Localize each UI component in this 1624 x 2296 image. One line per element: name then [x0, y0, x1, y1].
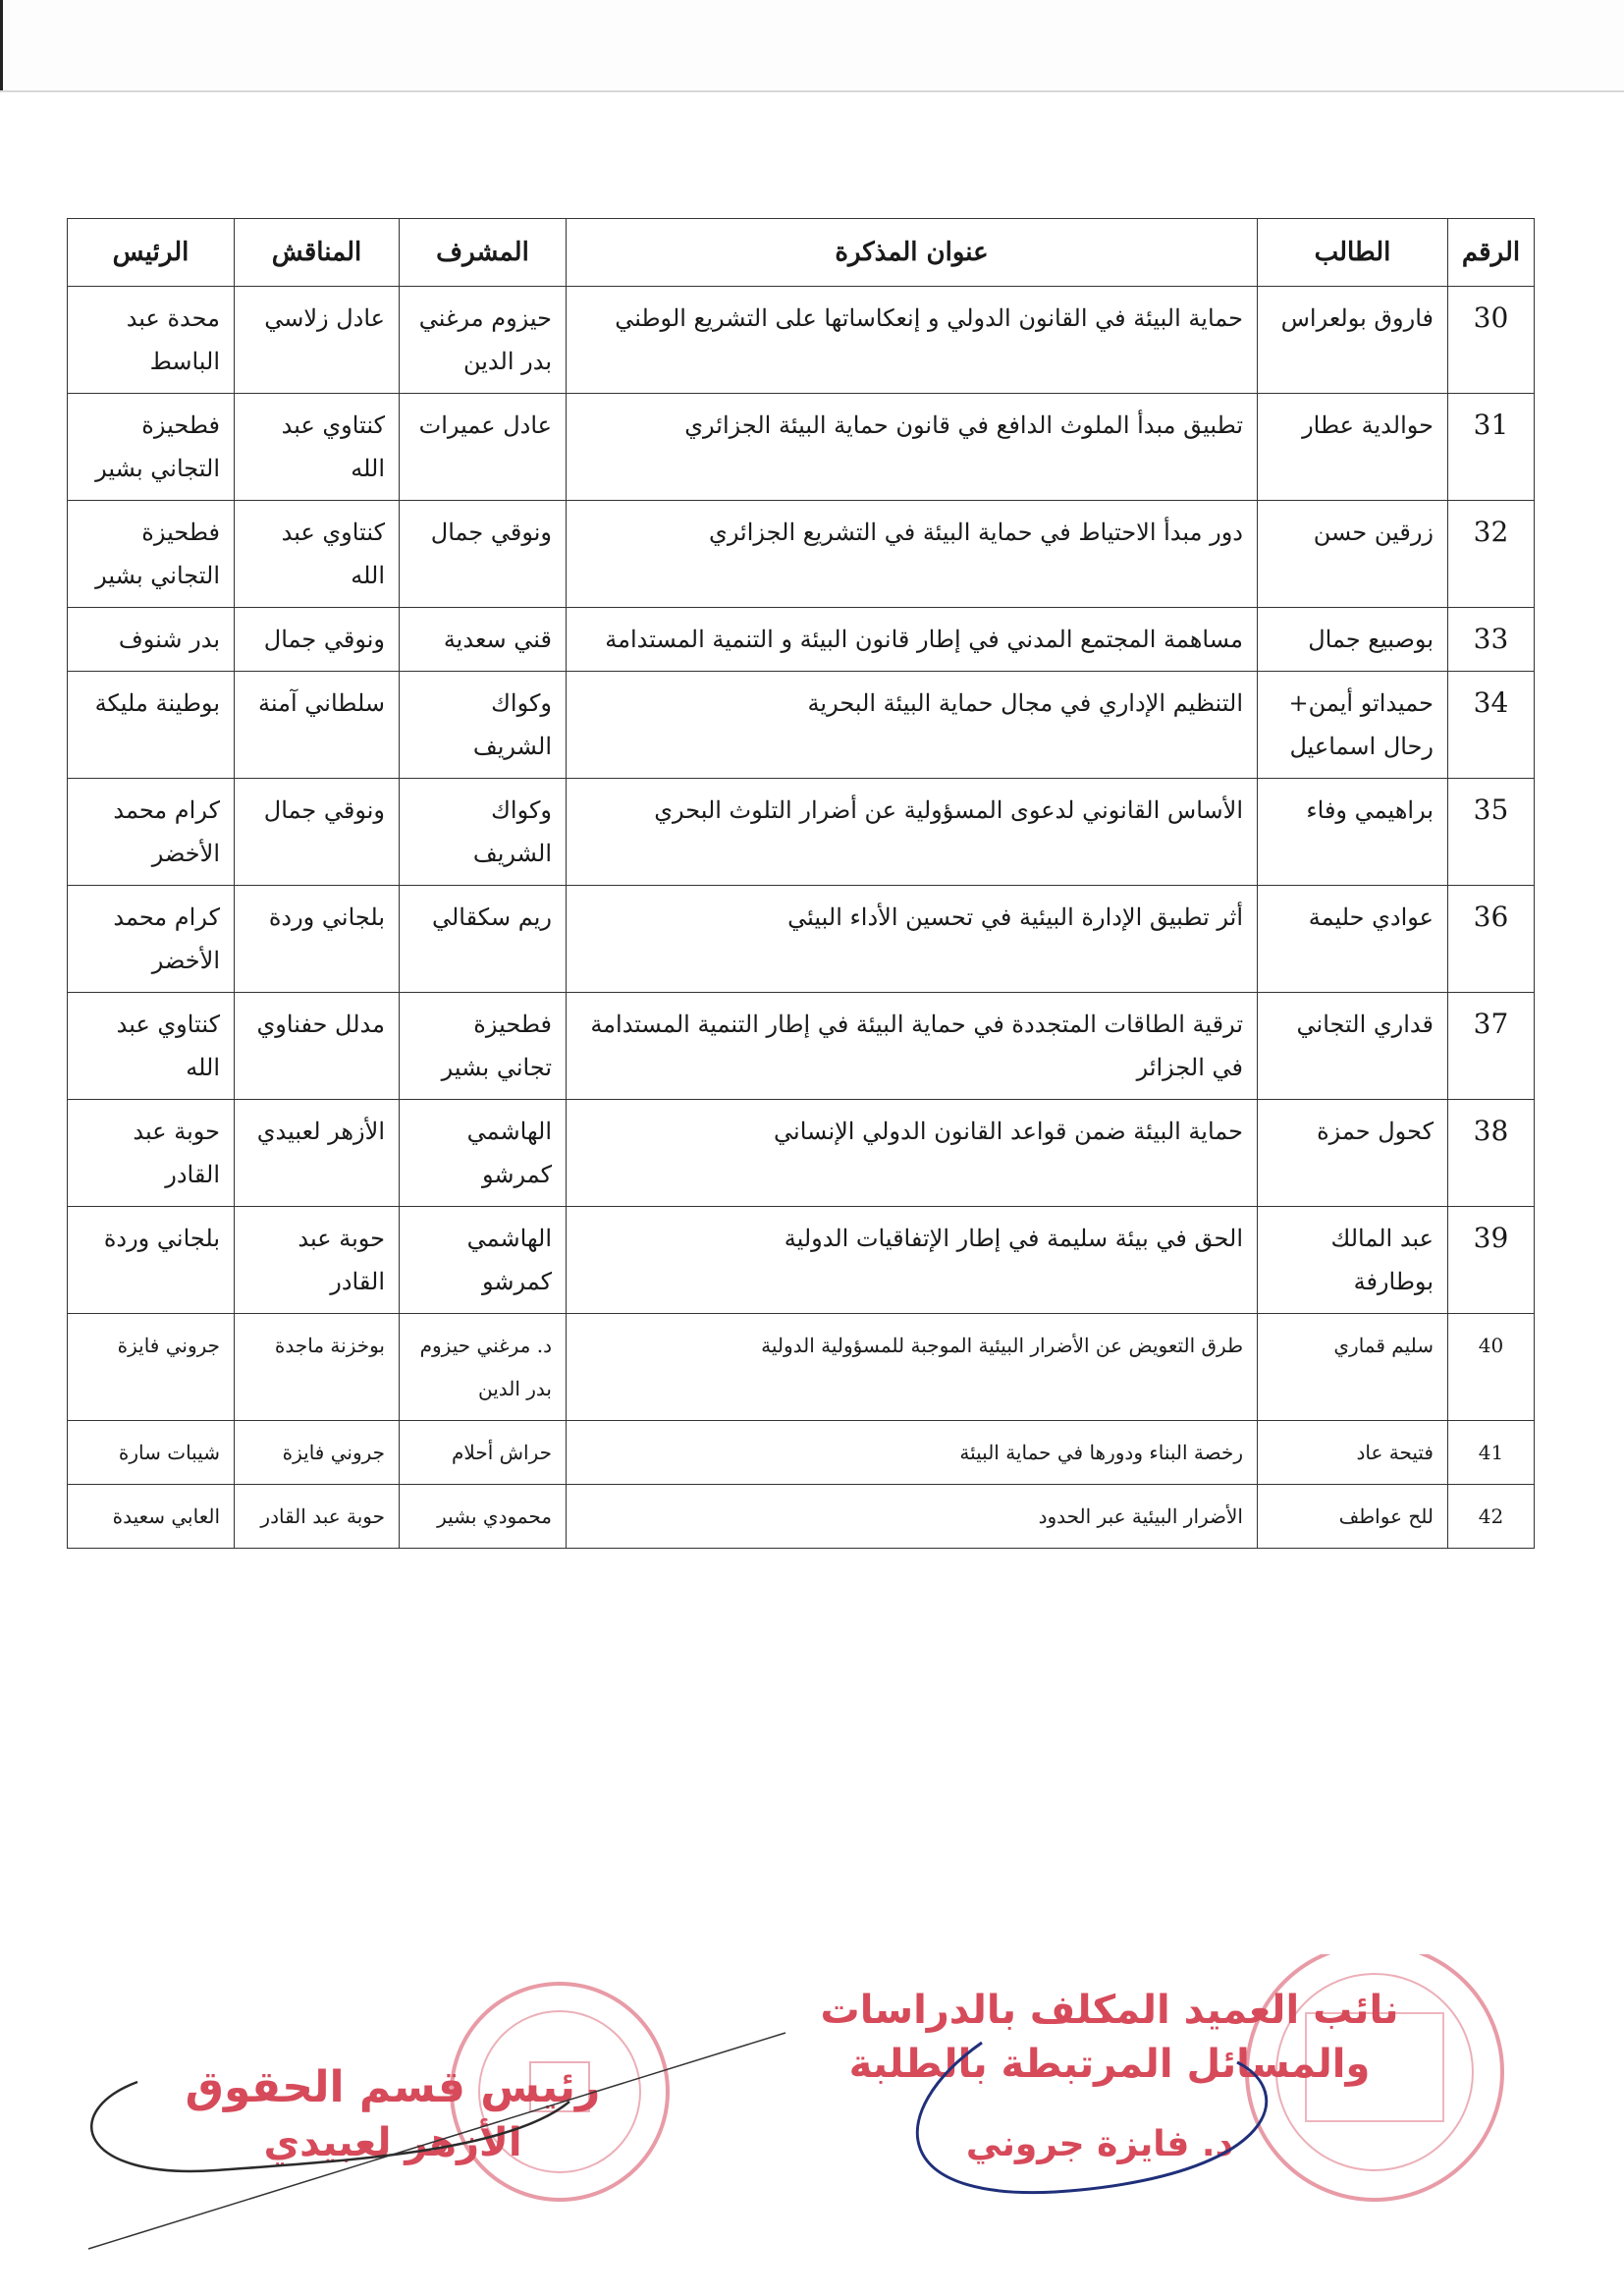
row-title: ترقية الطاقات المتجددة في حماية البيئة في إطار التنمية المستدامة في الجزائر — [567, 993, 1258, 1100]
row-title: تطبيق مبدأ الملوث الدافع في قانون حماية البيئة الجزائري — [567, 394, 1258, 501]
row-title: رخصة البناء ودورها في حماية البيئة — [567, 1421, 1258, 1485]
row-supervisor: فطحيزة تجاني بشير — [400, 993, 567, 1100]
right-signature-title-1: نائب العميد المكلف بالدراسات — [820, 1988, 1399, 2033]
row-title: الأضرار البيئية عبر الحدود — [567, 1485, 1258, 1549]
row-examiner: بلجاني وردة — [235, 886, 400, 993]
row-student: عبد المالك بوطارفة — [1258, 1207, 1448, 1314]
row-president: بلجاني وردة — [68, 1207, 235, 1314]
row-number: 36 — [1448, 886, 1535, 993]
row-supervisor: الهاشمي كمرشو — [400, 1100, 567, 1207]
row-supervisor: ريم سكقالي — [400, 886, 567, 993]
header-student: الطالب — [1258, 219, 1448, 287]
signature-area — [0, 1954, 1624, 2296]
row-student: بوصبيع جمال — [1258, 608, 1448, 672]
row-title: أثر تطبيق الإدارة البيئية في تحسين الأداء البيئي — [567, 886, 1258, 993]
row-supervisor: الهاشمي كمرشو — [400, 1207, 567, 1314]
stamps-svg — [0, 1954, 1624, 2296]
table-row — [68, 394, 1535, 501]
row-number: 42 — [1448, 1485, 1535, 1549]
row-president: العابي سعيدة — [68, 1485, 235, 1549]
row-title: الحق في بيئة سليمة في إطار الإتفاقيات الدولية — [567, 1207, 1258, 1314]
row-title: حماية البيئة في القانون الدولي و إنعكاساتها على التشريع الوطني — [567, 287, 1258, 394]
table-row — [68, 779, 1535, 886]
table-body — [68, 287, 1535, 1549]
row-president: كرام محمد الأخضر — [68, 779, 235, 886]
table-row — [68, 886, 1535, 993]
table-row — [68, 993, 1535, 1100]
row-number: 30 — [1448, 287, 1535, 394]
row-examiner: ونوقي جمال — [235, 779, 400, 886]
table-row — [68, 672, 1535, 779]
page-corner — [0, 0, 13, 90]
row-president: فطحيزة التجاني بشير — [68, 501, 235, 608]
row-number: 41 — [1448, 1421, 1535, 1485]
row-number: 40 — [1448, 1314, 1535, 1421]
row-student: حوالدية عطار — [1258, 394, 1448, 501]
table-row — [68, 1207, 1535, 1314]
table-header-row — [68, 219, 1535, 287]
header-number: الرقم — [1448, 219, 1535, 287]
row-title: مساهمة المجتمع المدني في إطار قانون البيئة و التنمية المستدامة — [567, 608, 1258, 672]
left-signature-department: رئيس قسم الحقوق — [185, 2062, 601, 2112]
row-president: كرام محمد الأخضر — [68, 886, 235, 993]
header-president: الرئيس — [68, 219, 235, 287]
row-number: 33 — [1448, 608, 1535, 672]
table-row — [68, 608, 1535, 672]
row-examiner: كنتاوي عبد الله — [235, 501, 400, 608]
row-supervisor: قني سعدية — [400, 608, 567, 672]
row-supervisor: حراش أحلام — [400, 1421, 567, 1485]
row-title: التنظيم الإداري في مجال حماية البيئة البحرية — [567, 672, 1258, 779]
page-top-edge — [0, 0, 1624, 92]
table-row — [68, 501, 1535, 608]
table-row — [68, 1100, 1535, 1207]
row-student: عوادي حليمة — [1258, 886, 1448, 993]
header-title: عنوان المذكرة — [567, 219, 1258, 287]
row-examiner: الأزهر لعبيدي — [235, 1100, 400, 1207]
header-examiner: المناقش — [235, 219, 400, 287]
row-title: الأساس القانوني لدعوى المسؤولية عن أضرار التلوث البحري — [567, 779, 1258, 886]
row-number: 39 — [1448, 1207, 1535, 1314]
row-student: زرقين حسن — [1258, 501, 1448, 608]
row-supervisor: وكواك الشريف — [400, 672, 567, 779]
row-student: قداري التجاني — [1258, 993, 1448, 1100]
row-number: 37 — [1448, 993, 1535, 1100]
row-number: 35 — [1448, 779, 1535, 886]
row-president: شيبات سارة — [68, 1421, 235, 1485]
row-examiner: جروني فايزة — [235, 1421, 400, 1485]
row-president: بدر شنوف — [68, 608, 235, 672]
row-supervisor: وكواك الشريف — [400, 779, 567, 886]
right-signature-title-2: والمسائل المرتبطة بالطلبة — [848, 2042, 1371, 2087]
row-supervisor: محمودي بشير — [400, 1485, 567, 1549]
right-signature-name: د. فايزة جروني — [965, 2124, 1234, 2164]
row-student: كحول حمزة — [1258, 1100, 1448, 1207]
row-student: سليم قماري — [1258, 1314, 1448, 1421]
row-number: 31 — [1448, 394, 1535, 501]
row-supervisor: د. مرغني حيزوم بدر الدين — [400, 1314, 567, 1421]
row-examiner: عادل زلاسي — [235, 287, 400, 394]
row-student: حميداتو أيمن+ رحال اسماعيل — [1258, 672, 1448, 779]
row-examiner: ونوقي جمال — [235, 608, 400, 672]
row-title: طرق التعويض عن الأضرار البيئية الموجبة للمسؤولية الدولية — [567, 1314, 1258, 1421]
table-row — [68, 1421, 1535, 1485]
table-row — [68, 287, 1535, 394]
row-student: فاروق بولعراس — [1258, 287, 1448, 394]
row-supervisor: حيزوم مرغني بدر الدين — [400, 287, 567, 394]
row-president: كنتاوي عبد الله — [68, 993, 235, 1100]
row-examiner: سلطاني آمنة — [235, 672, 400, 779]
row-president: حوبة عبد القادر — [68, 1100, 235, 1207]
row-title: دور مبدأ الاحتياط في حماية البيئة في التشريع الجزائري — [567, 501, 1258, 608]
row-supervisor: عادل عميرات — [400, 394, 567, 501]
row-examiner: مدلل حفناوي — [235, 993, 400, 1100]
row-student: فتيحة عاد — [1258, 1421, 1448, 1485]
row-president: فطحيزة التجاني بشير — [68, 394, 235, 501]
row-number: 34 — [1448, 672, 1535, 779]
header-supervisor: المشرف — [400, 219, 567, 287]
left-signature-name: الأزهر لعبيدي — [263, 2120, 522, 2165]
table-row — [68, 1314, 1535, 1421]
row-examiner: كنتاوي عبد الله — [235, 394, 400, 501]
row-examiner: بوخزنة ماجدة — [235, 1314, 400, 1421]
row-title: حماية البيئة ضمن قواعد القانون الدولي الإنساني — [567, 1100, 1258, 1207]
row-student: للح عواطف — [1258, 1485, 1448, 1549]
table-row — [68, 1485, 1535, 1549]
row-number: 32 — [1448, 501, 1535, 608]
row-number: 38 — [1448, 1100, 1535, 1207]
row-president: جروني فايزة — [68, 1314, 235, 1421]
row-president: محدة عبد الباسط — [68, 287, 235, 394]
row-supervisor: ونوقي جمال — [400, 501, 567, 608]
row-examiner: حوبة عبد القادر — [235, 1485, 400, 1549]
row-president: بوطينة مليكة — [68, 672, 235, 779]
row-student: براهيمي وفاء — [1258, 779, 1448, 886]
memo-table — [67, 218, 1535, 1549]
row-examiner: حوبة عبد القادر — [235, 1207, 400, 1314]
